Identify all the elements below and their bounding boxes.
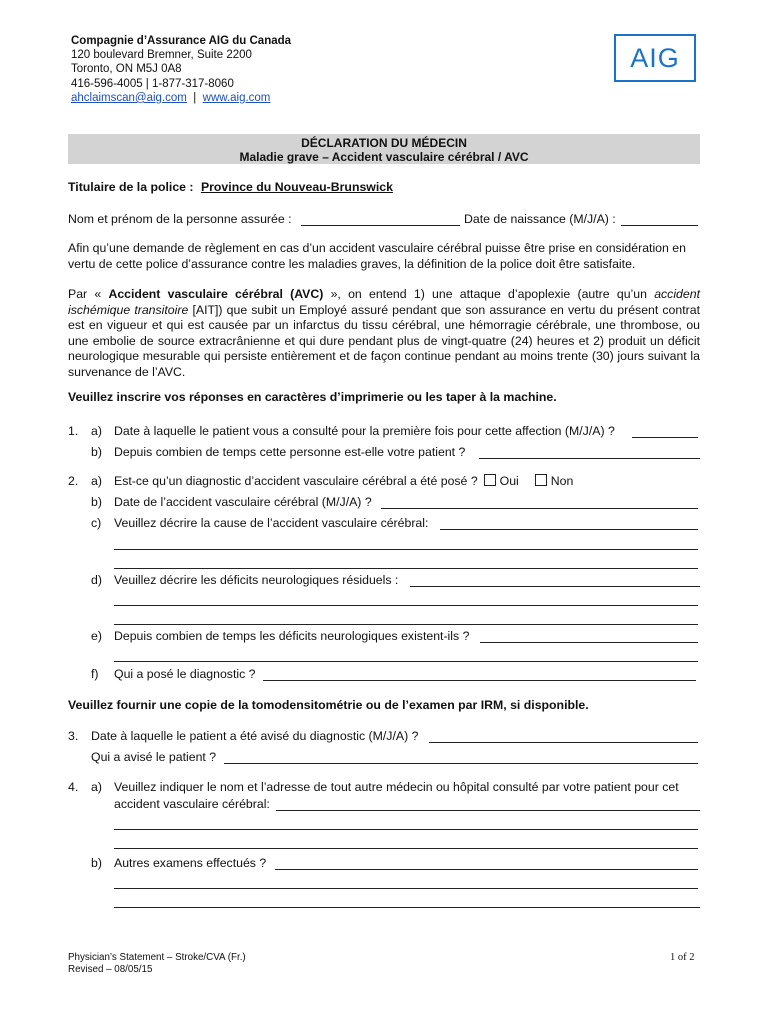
q4a-field-2[interactable] — [114, 829, 698, 830]
q2b-text: Date de l’accident vasculaire cérébral (M/J/A) ? — [114, 495, 372, 509]
company-address-line2: Toronto, ON M5J 0A8 — [71, 63, 182, 76]
q2c-field-2[interactable] — [114, 549, 698, 550]
yes-checkbox[interactable] — [484, 474, 496, 486]
intro-paragraph: Afin qu’une demande de règlement en cas d’un accident vasculaire cérébral puisse être prise en considération en vertu de cette police d’assurance contre les maladies graves, la définition de la police doit être satisfaite. — [68, 241, 686, 271]
q3-notified-by-field[interactable] — [224, 763, 698, 764]
policy-holder-value: Province du Nouveau-Brunswick — [200, 180, 393, 194]
q2e-letter: e) — [91, 629, 102, 643]
q3-text2: Qui a avisé le patient ? — [91, 750, 217, 764]
definition-mid: », on entend 1) une attaque d’apoplexie (autre qu’un — [323, 287, 655, 301]
form-title: DÉCLARATION DU MÉDECIN — [301, 136, 467, 150]
q1-number: 1. — [68, 424, 79, 438]
q2d-field-2[interactable] — [114, 605, 698, 606]
insured-name-label: Nom et prénom de la personne assurée : — [68, 212, 292, 226]
definition-prefix: Par « — [68, 287, 109, 301]
q2-number: 2. — [68, 474, 79, 488]
q2d-letter: d) — [91, 573, 102, 587]
no-label: Non — [550, 474, 574, 488]
q2b-letter: b) — [91, 495, 102, 509]
q4b-letter: b) — [91, 856, 102, 870]
dob-field[interactable] — [621, 225, 698, 226]
q2e-text: Depuis combien de temps les déficits neurologiques existent-ils ? — [114, 629, 470, 643]
contact-separator: | — [186, 91, 203, 104]
footer — [68, 952, 246, 976]
q2d-field-1[interactable] — [410, 586, 700, 587]
company-header — [71, 34, 291, 105]
definition-rest: [AIT]) que subit un Employé assuré pendant que son assurance en vertu du présent contrat est en vigueur et qui est causée par un infarctus du tissu cérébral, une hémorragie cérébrale, une thrombose, ou une embolie de source extracrânienne et qui dure pendant plus de vingt-quatre (24) heures et 2) produit un déficit neurologique mesurable qui persiste entièrement et de façon continue pendant au moins trente (30) jours suivant la survenance de l’AVC. — [68, 302, 701, 379]
print-instruction: Veuillez inscrire vos réponses en caractères d’imprimerie ou les taper à la machine. — [68, 390, 557, 404]
q2c-field-1[interactable] — [440, 529, 698, 530]
q2c-letter: c) — [91, 516, 102, 530]
q2f-letter: f) — [91, 667, 99, 681]
q2a-question: Est-ce qu’un diagnostic d’accident vasculaire cérébral a été posé ? — [114, 474, 478, 488]
aig-logo — [614, 34, 696, 82]
q4-number: 4. — [68, 780, 79, 794]
company-web-link[interactable]: www.aig.com — [202, 91, 271, 104]
no-checkbox[interactable] — [535, 474, 547, 486]
q1b-letter: b) — [91, 445, 102, 459]
q3-field[interactable] — [429, 742, 698, 743]
footer-form-name: Physician’s Statement – Stroke/CVA (Fr.) — [68, 952, 246, 963]
q1b-text: Depuis combien de temps cette personne est-elle votre patient ? — [114, 445, 466, 459]
company-address-line1: 120 boulevard Bremner, Suite 2200 — [71, 49, 252, 62]
q4a-text1: Veuillez indiquer le nom et l’adresse de tout autre médecin ou hôpital consulté par votre patient pour cet — [114, 780, 679, 794]
q4a-text2: accident vasculaire cérébral: — [114, 797, 270, 811]
q3-text: Date à laquelle le patient a été avisé du diagnostic (M/J/A) ? — [91, 729, 419, 743]
yes-label: Oui — [499, 474, 519, 488]
footer-revised: Revised – 08/05/15 — [68, 964, 153, 975]
q2f-field[interactable] — [263, 680, 696, 681]
q2e-field-1[interactable] — [480, 642, 698, 643]
q2d-field-3[interactable] — [114, 624, 698, 625]
definition-term: Accident vasculaire cérébral (AVC) — [108, 287, 324, 301]
q4a-field-1[interactable] — [276, 810, 700, 811]
q2c-text: Veuillez décrire la cause de l’accident vasculaire cérébral: — [114, 516, 429, 530]
insured-name-field[interactable] — [301, 225, 460, 226]
q3-number: 3. — [68, 729, 79, 743]
company-email-link[interactable]: ahclaimscan@aig.com — [71, 91, 187, 104]
form-title-band — [68, 134, 700, 164]
imaging-instruction: Veuillez fournir une copie de la tomodensitométrie ou de l’examen par IRM, si disponible. — [68, 698, 589, 712]
q4b-field-2[interactable] — [114, 888, 698, 889]
q2a-text — [114, 474, 573, 490]
q2e-field-2[interactable] — [114, 661, 698, 662]
policy-holder — [68, 180, 393, 196]
q1a-letter: a) — [91, 424, 102, 438]
definition-paragraph — [68, 287, 700, 381]
q2f-text: Qui a posé le diagnostic ? — [114, 667, 256, 681]
q2b-field[interactable] — [381, 508, 698, 509]
q1a-text: Date à laquelle le patient vous a consulté pour la première fois pour cette affection (M/J/A) ? — [114, 424, 615, 438]
definition-italic: accident ischémique transitoire — [68, 287, 700, 317]
q1a-field[interactable] — [632, 437, 698, 438]
q2d-text: Veuillez décrire les déficits neurologiques résiduels : — [114, 573, 399, 587]
q4b-text: Autres examens effectués ? — [114, 856, 267, 870]
form-subtitle: Maladie grave – Accident vasculaire cérébral / AVC — [239, 150, 529, 164]
q4b-field-1[interactable] — [275, 869, 698, 870]
company-name: Compagnie d’Assurance AIG du Canada — [71, 35, 292, 47]
q4b-field-3[interactable] — [114, 907, 700, 908]
policy-holder-label: Titulaire de la police : — [68, 180, 194, 194]
aig-logo-text: AIG — [630, 42, 680, 73]
company-phone: 416-596-4005 | 1-877-317-8060 — [71, 77, 234, 90]
q4a-letter: a) — [91, 780, 102, 794]
q1b-field[interactable] — [479, 458, 700, 459]
dob-label: Date de naissance (M/J/A) : — [464, 212, 616, 226]
q2a-letter: a) — [91, 474, 102, 488]
page-number: 1 of 2 — [670, 952, 695, 963]
q4a-field-3[interactable] — [114, 848, 698, 849]
q2c-field-3[interactable] — [114, 568, 698, 569]
